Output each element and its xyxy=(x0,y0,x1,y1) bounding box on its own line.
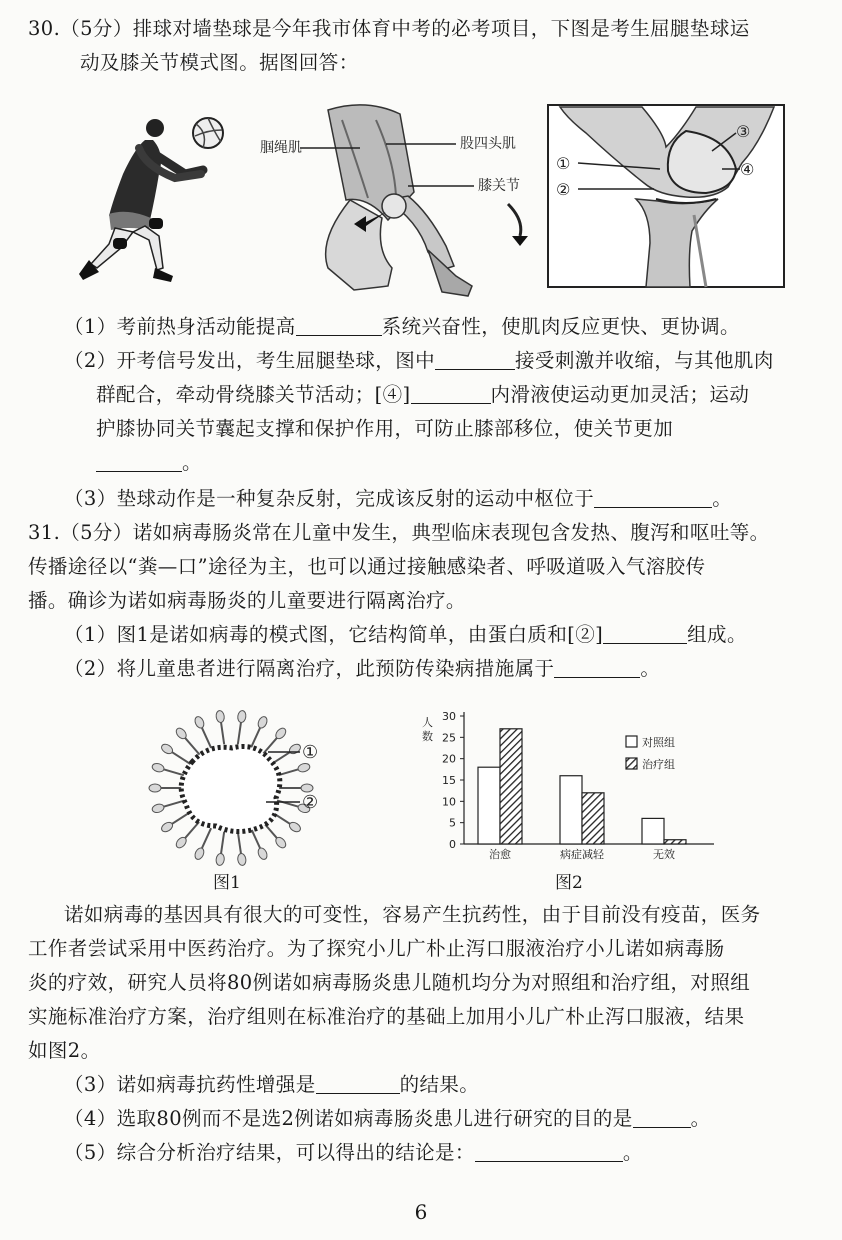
virus-spike-tip xyxy=(237,853,247,866)
answer-blank[interactable] xyxy=(316,1073,400,1094)
fig1-label-1: ① xyxy=(302,742,319,763)
label-quadriceps: 股四头肌 xyxy=(460,136,516,152)
y-tick-label: 5 xyxy=(449,816,456,830)
q31-line1: 31.（5分）诺如病毒肠炎常在儿童中发生，典型临床表现包含发热、腹泻和呕吐等。 xyxy=(28,521,770,544)
legend-swatch xyxy=(626,758,637,769)
answer-blank[interactable] xyxy=(554,657,640,678)
q31-sub2: （2）将儿童患者进行隔离治疗，此预防传染病措施属于 。 xyxy=(64,657,661,680)
q31-sub1: （1）图1是诺如病毒的模式图，它结构简单，由蛋白质和[②] 组成。 xyxy=(64,623,747,646)
virus-spike-tip xyxy=(160,742,174,755)
q31-para-line4: 实施标准治疗方案，治疗组则在标准治疗的基础上加用小儿广朴止泻口服液，结果 xyxy=(28,1005,745,1028)
bar-control xyxy=(560,776,582,844)
q30-sub2: （2）开考信号发出，考生屈腿垫球，图中 接受刺激并收缩，与其他肌肉 xyxy=(64,349,774,372)
leg-muscle-figure xyxy=(258,100,536,300)
q30-sub2-line2: 群配合，牵动骨绕膝关节活动；[④] 内滑液使运动更加灵活；运动 xyxy=(96,383,750,406)
virus-spike-tip xyxy=(297,762,311,773)
y-axis-label: 人 xyxy=(422,716,433,729)
virus-spike-tip xyxy=(151,762,165,773)
bar-treatment xyxy=(664,840,686,844)
x-tick-label: 病症减轻 xyxy=(560,848,604,861)
legend-label: 对照组 xyxy=(642,736,675,749)
q31-sub5: （5）综合分析治疗结果，可以得出的结论是： 。 xyxy=(64,1141,643,1164)
q30-sub3: （3）垫球动作是一种复杂反射，完成该反射的运动中枢位于 。 xyxy=(64,487,733,510)
bar-control xyxy=(642,818,664,844)
answer-blank[interactable] xyxy=(296,315,382,336)
virus-spike-tip xyxy=(256,847,268,861)
x-tick-label: 治愈 xyxy=(489,848,511,861)
virus-spike-tip xyxy=(256,715,268,729)
answer-blank[interactable] xyxy=(411,383,491,404)
q30-sub1: （1）考前热身活动能提高 系统兴奋性，使肌肉反应更快、更协调。 xyxy=(64,315,740,338)
q31-line2: 传播途径以“粪—口”途径为主，也可以通过接触感染者、呼吸道吸入气溶胶传 xyxy=(28,555,706,578)
answer-blank[interactable] xyxy=(475,1141,623,1162)
virus-spike-tip xyxy=(149,784,161,792)
virus-spike-tip xyxy=(160,820,174,833)
virus-spike-tip xyxy=(301,784,313,792)
x-tick-label: 无效 xyxy=(653,848,675,861)
answer-blank[interactable] xyxy=(435,349,515,370)
fig2-caption: 图2 xyxy=(555,873,583,893)
marker-1: ① xyxy=(556,154,571,173)
treatment-bar-chart xyxy=(418,700,718,868)
q31-line3: 播。确诊为诺如病毒肠炎的儿童要进行隔离治疗。 xyxy=(28,589,466,612)
virus-spike-tip xyxy=(288,820,302,833)
virus-spike-tip xyxy=(288,742,302,755)
legend-swatch xyxy=(626,736,637,747)
q30-sub2-line4: 。 xyxy=(96,448,202,478)
y-tick-label: 10 xyxy=(442,795,456,809)
q31-sub3: （3）诺如病毒抗药性增强是 的结果。 xyxy=(64,1073,480,1096)
bar-treatment xyxy=(500,729,522,844)
virus-spike-tip xyxy=(215,710,225,723)
label-popliteal: 腘绳肌 xyxy=(260,140,302,156)
volleyball-player-figure xyxy=(75,108,235,293)
virus-spike-tip xyxy=(215,853,225,866)
q31-para-line2: 工作者尝试采用中医药治疗。为了探究小儿广朴止泻口服液治疗小儿诺如病毒肠 xyxy=(28,937,725,960)
bar-control xyxy=(478,767,500,844)
bar-treatment xyxy=(582,793,604,844)
legend-label: 治疗组 xyxy=(642,758,675,771)
q31-para-line3: 炎的疗效，研究人员将80例诺如病毒肠炎患儿随机均分为对照组和治疗组，对照组 xyxy=(28,971,751,994)
virus-spike-tip xyxy=(193,715,205,729)
q30-line2: 动及膝关节模式图。据图回答： xyxy=(80,51,359,74)
y-tick-label: 0 xyxy=(449,838,456,851)
label-knee-joint: 膝关节 xyxy=(478,178,520,194)
y-tick-label: 25 xyxy=(442,731,456,745)
q30-line1: 30.（5分）排球对墙垫球是今年我市体育中考的必考项目，下图是考生屈腿垫球运 xyxy=(28,17,750,40)
answer-blank[interactable] xyxy=(633,1107,691,1128)
knee-joint-diagram xyxy=(546,103,786,289)
q31-sub4: （4）选取80例而不是选2例诺如病毒肠炎患儿进行研究的目的是 。 xyxy=(64,1107,711,1130)
virus-spike-tip xyxy=(151,803,165,814)
y-tick-label: 20 xyxy=(442,752,456,766)
y-tick-label: 15 xyxy=(442,774,456,787)
answer-blank[interactable] xyxy=(96,451,182,472)
page-number: 6 xyxy=(414,1200,428,1224)
marker-3: ③ xyxy=(736,122,751,141)
fig1-caption: 图1 xyxy=(213,873,241,893)
q31-para-line5: 如图2。 xyxy=(28,1039,101,1062)
q30-sub2-line3: 护膝协同关节囊起支撑和保护作用，可防止膝部移位，使关节更加 xyxy=(96,417,674,440)
y-tick-label: 30 xyxy=(442,710,456,723)
virus-spike-tip xyxy=(193,847,205,861)
y-axis-label-2: 数 xyxy=(422,730,433,743)
norovirus-model-figure xyxy=(128,702,338,866)
marker-2: ② xyxy=(556,180,571,199)
marker-4: ④ xyxy=(740,160,755,179)
virus-spike-tip xyxy=(237,710,247,723)
answer-blank[interactable] xyxy=(594,487,712,508)
answer-blank[interactable] xyxy=(603,623,687,644)
q31-para-line1: 诺如病毒的基因具有很大的可变性，容易产生抗药性，由于目前没有疫苗，医务 xyxy=(64,903,761,926)
fig1-label-2: ② xyxy=(302,792,319,813)
